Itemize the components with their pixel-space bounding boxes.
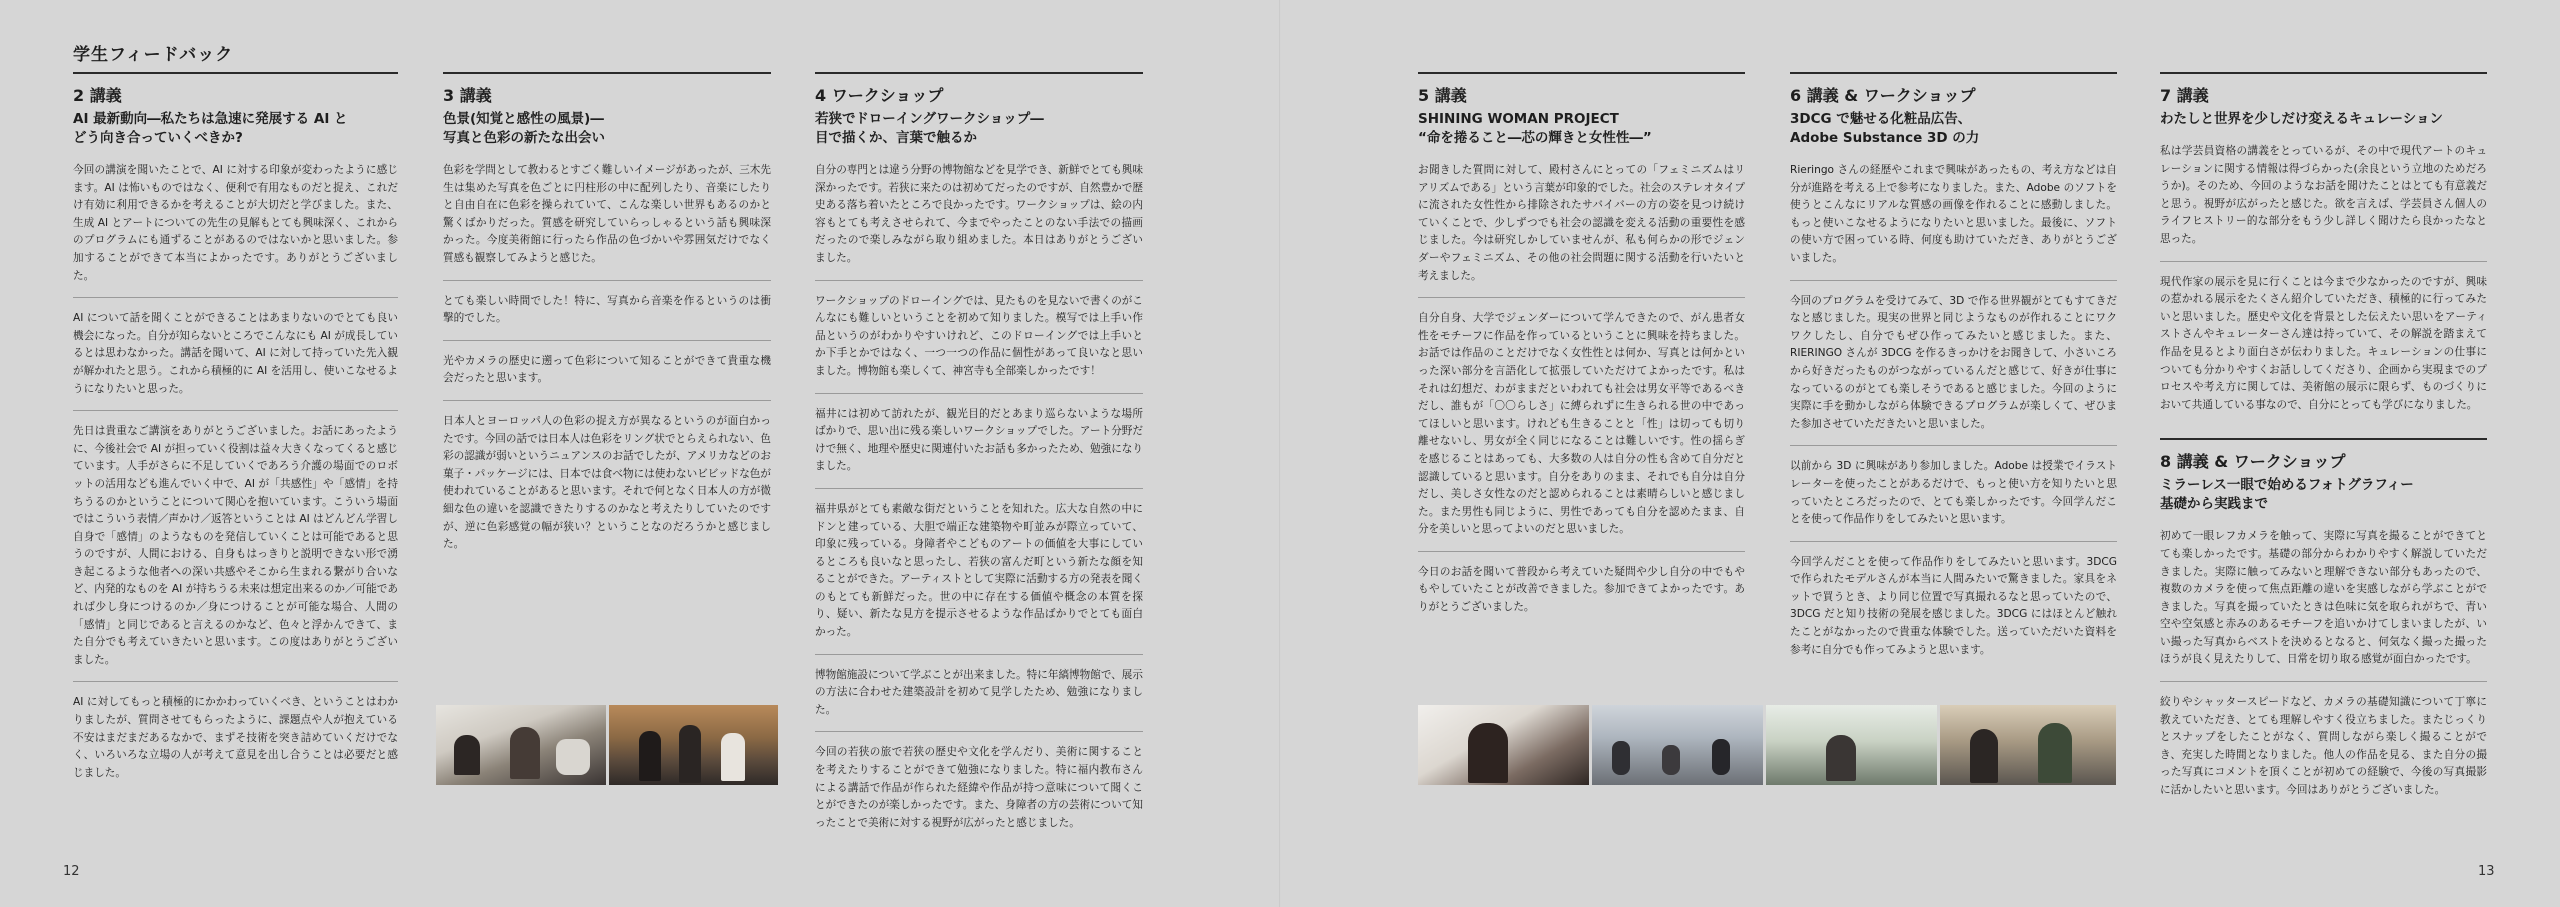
column-lecture-3	[443, 72, 771, 578]
workshop-photo	[1766, 705, 1937, 785]
workshop-photo	[1592, 705, 1763, 785]
section-subtitle: 若狭でドローイングワークショップ― 目で描くか、言葉で触るか	[815, 111, 1044, 146]
workshop-photo	[609, 705, 778, 785]
feedback-paragraph: お聞きした質問に対して、殿村さんにとっての「フェミニズムはリアリズムである」という言葉が印象的でした。社会のステレオタイプに流された女性性から排除されたサバイバーの方の姿を見つけ続けていくことで、少しずつでも社会の認識を変える活動の重要性を感じました。今は研究しかしていませんが、私も何らかの形でジェンダーやフェミニズム、その他の社会問題に関する活動を行いたいと考えました。	[1418, 162, 1745, 298]
section-heading: 2 講義	[73, 86, 122, 105]
feedback-paragraph: 以前から 3D に興味があり参加しました。Adobe は授業でイラストレーターを使ったことがあるだけで、もっと使い方を知りたいと思っていたところだったので、とても楽しかったです。今回学んだことを使って作品作りをしてみたいと思います。	[1790, 458, 2117, 541]
feedback-paragraph: 色彩を学問として教わるとすごく難しいイメージがあったが、三木先生は集めた写真を色ごとに円柱形の中に配列したり、音楽にしたりと自由自在に色彩を操られていて、こんな楽しい世界もあるのかと驚くばかりだった。質感を研究していらっしゃるという話も興味深かった。今度美術館に行ったら作品の色づかいや雰囲気だけでなく質感も観察してみようと感じた。	[443, 162, 771, 281]
feedback-paragraph: 日本人とヨーロッパ人の色彩の捉え方が異なるというのが面白かったです。今回の話では日本人は色彩をリング状でとらえられない、色彩の認識が弱いというニュアンスのお話でしたが、アメリカなどのお菓子・パッケージには、日本では食べ物には使わないビビッドな色が使われていることがあると思います。それで何となく日本人の方が微細な色の違いを認識できたりするのかなと考えたりしていたのですが、逆に色彩感覚の幅が狭い？ということなのだろうかと感じました。	[443, 414, 771, 551]
feedback-paragraph: 今回の若狭の旅で若狭の歴史や文化を学んだり、美術に関することを考えたりすることができて勉強になりました。特に福内教布さんによる講話で作品が作られた経緯や作品が持つ意味について聞くことができたのが楽しかったです。また、身障者の方の芸術について知ったことで美術に対する視野が広がったと感じました。	[815, 746, 1143, 829]
feedback-paragraph: 福井県がとても素敵な街だということを知れた。広大な自然の中にドンと建っている、大胆で端正な建築物や町並みが際立っていて、印象に残っている。身障者やこどものアートの価値を大事にしているところも良いなと思ったし、若狭の富んだ町という新たな顔を知ることができた。アーティストとして実際に活動する方の発表を聞くのもとても新鮮だった。世の中に存在する価値や概念の本質を探り、疑い、新たな見方を提示させるような作品ばかりでとても面白かった。	[815, 501, 1143, 655]
feedback-paragraph: Rieringo さんの経歴やこれまで興味があったもの、考え方などは自分が進路を考える上で参考になりました。また、Adobe のソフトを使うとこんなにリアルな質感の画像を作れることに感動しました。もっと使いこなせるようになりたいと思いました。最後に、ソフトの使い方で困っている時、何度も助けていただき、ありがとうございました。	[1790, 162, 2117, 281]
section-heading: 5 講義	[1418, 86, 1467, 105]
feedback-paragraph: 私は学芸員資格の講義をとっているが、その中で現代アートのキュレーションに関する情報は得づらかった(余良という立地のためだろうか)。そのため、今回のようなお話を聞けたことはとても有意義だと思う。視野が広がったと感じた。欲を言えば、学芸員さん個人のライフヒストリー的な部分をもう少し詳しく聞けたら良かったなと思った。	[2160, 143, 2487, 262]
feedback-paragraph: 絞りやシャッタースピードなど、カメラの基礎知識について丁寧に教えていただき、とても理解しやすく役立ちました。またじっくりとスナップをしたことがなく、質問しながら楽しく撮ることができ、充実した時間となりました。他人の作品を見る、また自分の撮った写真にコメントを頂くことが初めての経験で、今後の写真撮影に活かしたいと思います。今回はありがとうございました。	[2160, 696, 2487, 797]
feedback-paragraph: 自分の専門とは違う分野の博物館などを見学でき、新鮮でとても興味深かったです。若狭に来たのは初めてだったのですが、自然豊かで歴史ある落ち着いたところで良かったです。ワークショップは、絵の内容もとても考えさせられて、今までやったことのない手法での描画だったので楽しみながら取り組めました。本日はありがとうございました。	[815, 162, 1143, 281]
column-lectures-7-8	[2160, 72, 2487, 824]
column-workshop-4	[815, 72, 1143, 856]
column-rule	[815, 72, 1143, 74]
column-workshop-6	[1790, 72, 2117, 683]
spread-gutter	[1279, 0, 1281, 907]
feedback-paragraph: 福井には初めて訪れたが、観光目的だとあまり巡らないような場所ばかりで、思い出に残る楽しいワークショップでした。アート分野だけで無く、地理や歴史に関連付いたお話も多かったため、勉強になりました。	[815, 406, 1143, 489]
feedback-paragraph: 自分自身、大学でジェンダーについて学んできたので、がん患者女性をモチーフに作品を作っているということに興味を持ちました。お話では作品のことだけでなく女性性とは何か、写真とは何かといった深い部分を言語化して拡張していただけてよかったです。私はそれは幻想だ、わがままだといわれても社会は男女平等であるべきだし、誰もが「〇〇らしさ」に縛られずに生きられる世の中であってほしいと思います。けれども生きることと「性」は切っても切り離せないし、男女が全く同じになることは難しいです。性の揺らぎを感じることはあっても、大多数の人は自分の性も含めて自分だと認識していると思います。自分をありのまま、それでも自分は自分だし、美しさ女性なのだと認められることは素晴らしいと感じました。また男性も同じように、男性であっても自分を認めたまま、自分を美しいと思ってよいのだと思いました。	[1418, 310, 1745, 552]
column-rule	[1418, 72, 1745, 74]
feedback-paragraph: ワークショップのドローイングでは、見たものを見ないで書くのがこんなにも難しいということを初めて知りました。模写では上手い作品というのがわかりやすいけれど、このドローイングでは上手いとか下手とかではなく、一つ一つの作品に個性があって良いなと思いました。博物館も楽しくて、神宮寺も全部楽しかったです！	[815, 293, 1143, 394]
feedback-paragraph: 先日は貴重なご講演をありがとうございました。お話にあったように、今後社会で AI が担っていく役割は益々大きくなってくると感じています。人手がさらに不足していくであろう介護の場面でのロボットの活用なども進んでいく中で、AI が「共感性」や「感情」を持ちうるのかということについて関心を抱いています。こういう場面ではこういう表情／声かけ／返答ということは AI はどんどん学習し自身で「感情」のようなものを発信していくことは可能であると思うのですが、人間における、自身もはっきりと説明できない形で湧き起こるような他者への深い共感やそこから生まれる繋がり合いなど、内発的なものを AI が持ちうる未来は想定出来るのか／可能であれば少し身につけるのか／身につけることが可能な場合、人間の「感情」と同じであると言えるのかなど、色々と浮かんできて、また自分でも考えていきたいと思います。この度はありがとうございました。	[73, 423, 398, 682]
section-heading: 6 講義 & ワークショップ	[1790, 86, 1976, 105]
page-title: 学生フィードバック	[73, 45, 234, 65]
column-lecture-5	[1418, 72, 1745, 641]
column-rule	[443, 72, 771, 74]
column-rule	[1790, 72, 2117, 74]
section-heading: 4 ワークショップ	[815, 86, 944, 105]
section-heading: 8 講義 & ワークショップ	[2160, 452, 2346, 472]
feedback-paragraph: とても楽しい時間でした！特に、写真から音楽を作るというのは衝撃的でした。	[443, 293, 771, 341]
workshop-photo	[436, 705, 606, 785]
workshop-photo-strip	[436, 705, 778, 785]
section-subtitle: 色景(知覚と感性の風景)― 写真と色彩の新たな出会い	[443, 111, 605, 146]
feedback-paragraph: 光やカメラの歴史に遡って色彩について知ることができて貴重な機会だったと思います。	[443, 353, 771, 401]
feedback-paragraph: 今回学んだことを使って作品作りをしてみたいと思います。3DCG で作られたモデルさんが本当に人間みたいで驚きました。家具をネットで買うとき、より同じ位置で写真撮れるなと思っていたので、3DCG だと知り技術の発展を感じました。3DCG にはほとんど触れたことがなかったので貴重な体験でした。送っていただいた資料を参考に自分でも作ってみようと思います。	[1790, 555, 2117, 656]
feedback-paragraph: 今回の講演を聞いたことで、AI に対する印象が変わったように感じます。AI は怖いものではなく、便利で有用なものだと捉え、これだけ有効に利用できるかを考えることが大切だと学びました。また、生成 AI とアートについての先生の見解もとても興味深く、これからのプログラムにも通ずることがあるのではないかと思いました。参加することができて本当によかったです。ありがとうございました。	[73, 162, 398, 298]
feedback-paragraph: AI に対してもっと積極的にかかわっていくべき、ということはわかりましたが、質問させてもらったように、課題点や人が抱えている不安はまだまだあるなかで、まずそ技術を突き詰めていくだけでなく、いろいろな立場の人が考えて意見を出し合うことは必要だと感じました。	[73, 696, 398, 779]
section-subtitle: 3DCG で魅せる化粧品広告、 Adobe Substance 3D の力	[1790, 111, 1980, 146]
column-lecture-2	[73, 72, 398, 806]
page-number-right: 13	[2478, 864, 2495, 879]
feedback-paragraph: AI について話を聞くことができることはあまりないのでとても良い機会になった。自分が知らないところでこんなにも AI が成長しているとは思わなかった。講話を聞いて、AI に対して持っていた先入観が解かれたと思う。これから積極的に AI を活用し、使いこなせるようになりたいと思った。	[73, 310, 398, 411]
section-subtitle: AI 最新動向―私たちは急速に発展する AI と どう向き合っていくべきか?	[73, 111, 348, 146]
page-number-left: 12	[63, 864, 80, 879]
feedback-paragraph: 博物館施設について学ぶことが出来ました。特に年縞博物館で、展示の方法に合わせた建築設計を初めて見学したため、勉強になりました。	[815, 667, 1143, 733]
column-rule	[2160, 438, 2487, 440]
section-heading: 3 講義	[443, 86, 492, 105]
section-heading: 7 講義	[2160, 86, 2209, 105]
section-subtitle: ミラーレス一眼で始めるフォトグラフィー 基礎から実践まで	[2160, 477, 2414, 513]
workshop-photo	[1418, 705, 1589, 785]
feedback-paragraph: 初めて一眼レフカメラを触って、実際に写真を撮ることができてとても楽しかったです。基礎の部分からわかりやすく解説していただきました。実際に触ってみないと理解できない部分もあったので、複数のカメラを使って焦点距離の違いを実感しながら学ぶことができました。写真を撮っていたときは色味に気を取られがちで、青い空や空気感と赤みのあるモチーフを追いかけてしまいましたが、いい撮った写真からベストを決めるとなると、何気なく撮った撮ったほうが良く見えたりして、日常を切り取る感覚が面白かったです。	[2160, 528, 2487, 682]
feedback-paragraph: 今日のお話を聞いて普段から考えていた疑問や少し自分の中でもやもやしていたことが改善できました。参加できてよかったです。ありがとうございました。	[1418, 565, 1745, 614]
section-subtitle: SHINING WOMAN PROJECT “命を捲ること―芯の輝きと女性性―”	[1418, 111, 1652, 146]
feedback-paragraph: 今回のプログラムを受けてみて、3D で作る世界観がとてもすてきだなと感じました。現実の世界と同じようなものが作れることにワクワクしたし、自分でもぜひ作ってみたいと感じました。また、RIERINGO さんが 3DCG を作るきっかけをお聞きして、小さいころから好きだったものがつながっているんだと感じて、好きが仕事になっているのがとても楽しそうであると感じました。今回のように実際に手を動かしながら体験できるプログラムが楽しくて、ぜひまた参加させていただきたいと思いました。	[1790, 293, 2117, 447]
column-rule	[2160, 72, 2487, 74]
section-subtitle: わたしと世界を少しだけ変えるキュレーション	[2160, 111, 2443, 127]
workshop-photo-strip	[1418, 705, 2116, 785]
column-rule	[73, 72, 398, 74]
workshop-photo	[1940, 705, 2116, 785]
feedback-paragraph: 現代作家の展示を見に行くことは今まで少なかったのですが、興味の惹かれる展示をたくさん紹介していただき、積極的に行ってみたいと思いました。歴史や文化を背景とした伝えたい思いをアーティストさんやキュレーターさん達は持っていて、その解説を踏まえて作品を見るとより面白さが伝わりました。キュレーションの仕事についても分かりやすくお話ししてくださり、企画から実現までのプロセスや考え方に関しては、美術館の展示に限らず、ものづくりにおいて共通している事なので、自分にとっても学びになりました。	[2160, 275, 2487, 411]
